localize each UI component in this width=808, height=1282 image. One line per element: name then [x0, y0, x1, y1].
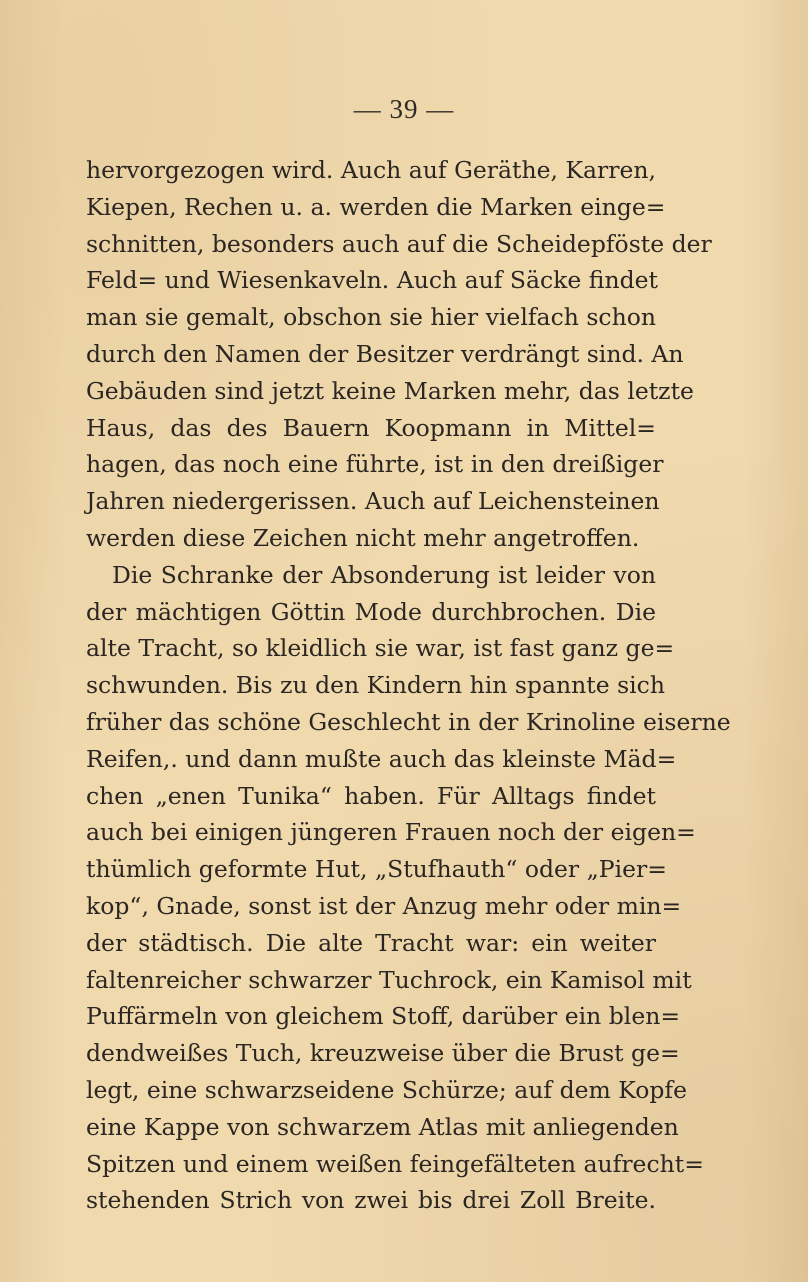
text-line: auch bei einigen jüngeren Frauen noch der eigen= — [86, 818, 696, 847]
text-line: legt, eine schwarzseidene Schürze; auf dem Kopfe — [86, 1075, 688, 1104]
text-line: dendweißes Tuch, kreuzweise über die Brust ge= — [86, 1039, 680, 1068]
text-line: thümlich geformte Hut, „Stufhauth“ oder „Pier= — [86, 855, 667, 884]
text-line: hagen, das noch eine führte, ist in den dreißiger — [86, 450, 664, 479]
text-line: stehenden Strich von zwei bis drei Zoll Breite. — [86, 1186, 656, 1215]
text-line: der mächtigen Göttin Mode durchbrochen. Die — [86, 597, 656, 626]
body-text — [86, 152, 731, 1219]
text-line-paragraph-end: werden diese Zeichen nicht mehr angetroffen. — [86, 523, 640, 552]
text-line: Haus, das des Bauern Koopmann in Mittel= — [86, 413, 656, 442]
text-line: Feld= und Wiesenkaveln. Auch auf Säcke findet — [86, 266, 658, 295]
text-line: kop“, Gnade, sonst ist der Anzug mehr oder min= — [86, 891, 682, 920]
text-line: Kiepen, Rechen u. a. werden die Marken einge= — [86, 192, 666, 221]
page-number: — 39 — — [353, 94, 455, 124]
text-line: Spitzen und einem weißen feingefälteten aufrecht= — [86, 1149, 704, 1178]
text-line: früher das schöne Geschlecht in der Krinoline eiserne — [86, 707, 731, 736]
text-line: schwunden. Bis zu den Kindern hin spannte sich — [86, 671, 665, 700]
text-line: faltenreicher schwarzer Tuchrock, ein Kamisol mit — [86, 965, 692, 994]
text-line: schnitten, besonders auch auf die Scheidepföste der — [86, 229, 712, 258]
text-line: durch den Namen der Besitzer verdrängt sind. An — [86, 339, 684, 368]
text-line: Jahren niedergerissen. Auch auf Leichensteinen — [86, 487, 660, 516]
text-line: alte Tracht, so kleidlich sie war, ist fast ganz ge= — [86, 634, 675, 663]
text-line: Reifen,. und dann mußte auch das kleinste Mäd= — [86, 744, 677, 773]
text-line-paragraph-start: Die Schranke der Absonderung ist leider von — [112, 560, 656, 589]
text-line: Gebäuden sind jetzt keine Marken mehr, das letzte — [86, 376, 694, 405]
text-line: eine Kappe von schwarzem Atlas mit anliegenden — [86, 1112, 679, 1141]
text-line: der städtisch. Die alte Tracht war: ein weiter — [86, 928, 656, 957]
text-line: man sie gemalt, obschon sie hier vielfach schon — [86, 303, 656, 332]
text-line: chen „enen Tunika“ haben. Für Alltags findet — [86, 781, 656, 810]
text-line: Puffärmeln von gleichem Stoff, darüber ein blen= — [86, 1002, 681, 1031]
text-line: hervorgezogen wird. Auch auf Geräthe, Karren, — [86, 156, 656, 184]
